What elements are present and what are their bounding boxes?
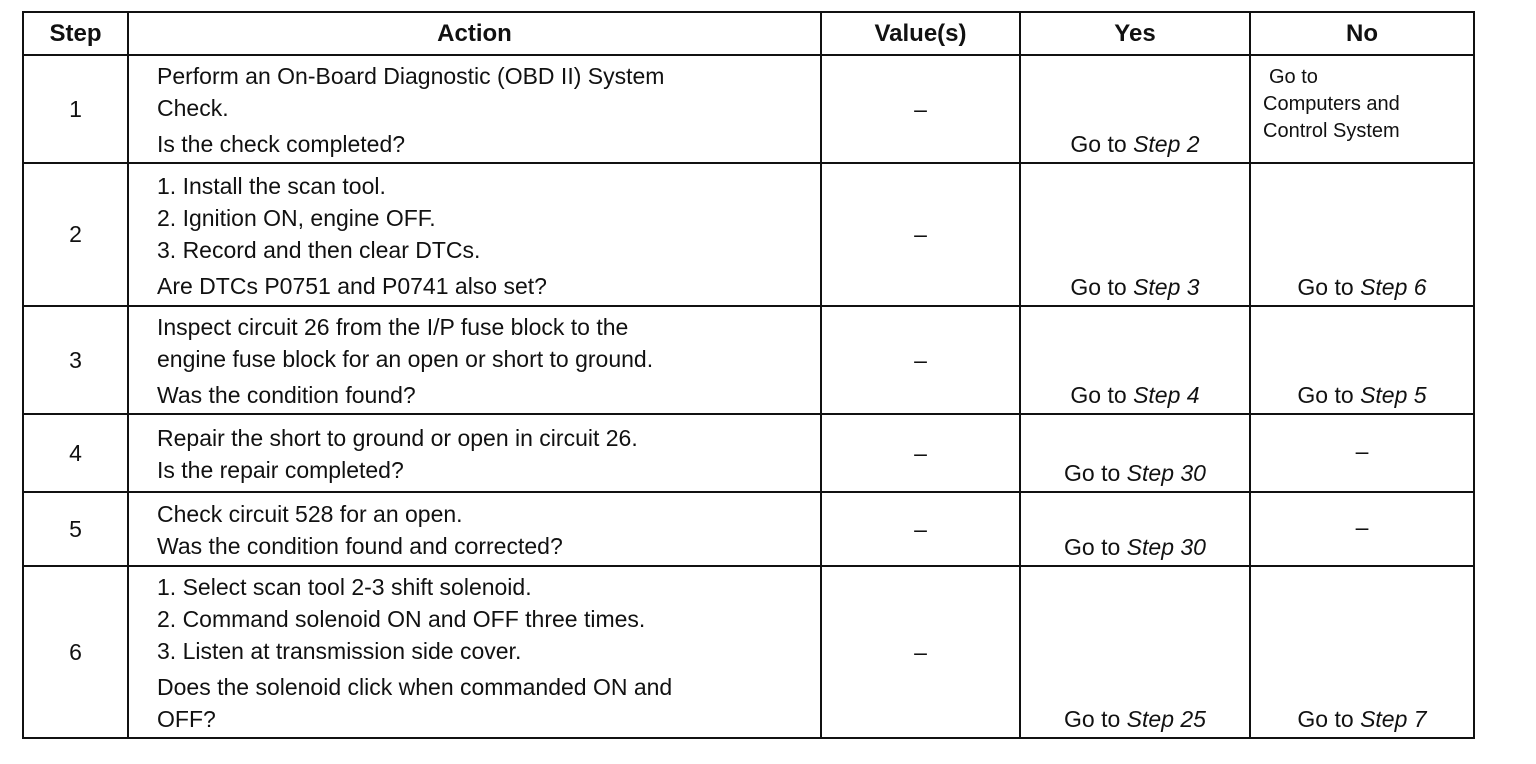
action-line: Repair the short to ground or open in circuit 26.: [157, 425, 638, 451]
action-line: OFF?: [157, 706, 216, 732]
action-line: Is the repair completed?: [157, 457, 404, 483]
no-goto: [1297, 706, 1426, 732]
action-line: 3. Record and then clear DTCs.: [157, 236, 481, 263]
table-row: [23, 414, 1474, 492]
header-row: [23, 12, 1474, 55]
no-line: Go to: [1269, 66, 1318, 88]
goto-prefix: Go to: [1297, 706, 1354, 732]
goto-prefix: Go to: [1064, 534, 1121, 560]
goto-step: Step 25: [1126, 706, 1206, 732]
action-cell: [128, 492, 821, 566]
header-yes: Yes: [1020, 12, 1250, 55]
table-row: [23, 566, 1474, 738]
goto-step: Step 4: [1133, 382, 1200, 408]
goto-prefix: Go to: [1297, 274, 1354, 300]
goto-prefix: Go to: [1070, 131, 1127, 157]
action-line: 2. Ignition ON, engine OFF.: [157, 204, 436, 231]
goto-prefix: Go to: [1297, 382, 1354, 408]
value-cell: –: [821, 163, 1020, 306]
action-line: 3. Listen at transmission side cover.: [157, 638, 522, 664]
action-cell: [128, 163, 821, 306]
action-line: Inspect circuit 26 from the I/P fuse block to the: [157, 314, 629, 340]
step-number: 2: [23, 163, 128, 306]
action-cell: [128, 306, 821, 414]
goto-prefix: Go to: [1064, 706, 1121, 732]
value-cell: –: [821, 492, 1020, 566]
goto-prefix: Go to: [1064, 460, 1121, 486]
yes-cell: [1020, 566, 1250, 738]
action-line: 1. Select scan tool 2-3 shift solenoid.: [157, 574, 532, 600]
yes-cell: [1020, 163, 1250, 306]
yes-goto: [1070, 131, 1199, 157]
goto-step: Step 5: [1360, 382, 1427, 408]
value-cell: –: [821, 55, 1020, 163]
action-line: 1. Install the scan tool.: [157, 172, 386, 199]
action-line: Are DTCs P0751 and P0741 also set?: [157, 272, 547, 299]
yes-cell: [1020, 55, 1250, 163]
yes-goto: [1070, 274, 1199, 300]
step-number: 3: [23, 306, 128, 414]
no-cell: [1250, 163, 1474, 306]
goto-step: Step 2: [1133, 131, 1200, 157]
yes-cell: [1020, 306, 1250, 414]
yes-goto: [1064, 460, 1206, 486]
goto-prefix: Go to: [1070, 274, 1127, 300]
no-cell: [1250, 566, 1474, 738]
table-row: [23, 492, 1474, 566]
no-goto: [1297, 274, 1426, 300]
yes-goto: [1070, 382, 1199, 408]
yes-cell: [1020, 492, 1250, 566]
action-line: 2. Command solenoid ON and OFF three times.: [157, 606, 646, 632]
action-line: engine fuse block for an open or short to ground.: [157, 346, 654, 372]
no-cell: –: [1250, 492, 1474, 566]
yes-cell: [1020, 414, 1250, 492]
value-cell: –: [821, 566, 1020, 738]
step-number: 4: [23, 414, 128, 492]
action-cell: [128, 55, 821, 163]
header-values: Value(s): [821, 12, 1020, 55]
action-cell: [128, 414, 821, 492]
action-line: Check circuit 528 for an open.: [157, 501, 463, 527]
step-number: 1: [23, 55, 128, 163]
no-line: Computers and: [1263, 93, 1400, 115]
action-line: Perform an On-Board Diagnostic (OBD II) System: [157, 63, 665, 89]
diagnostic-table: [22, 11, 1475, 739]
table-row: [23, 163, 1474, 306]
value-cell: –: [821, 306, 1020, 414]
goto-prefix: Go to: [1070, 382, 1127, 408]
table-row: [23, 306, 1474, 414]
goto-step: Step 7: [1360, 706, 1427, 732]
action-line: Was the condition found and corrected?: [157, 533, 563, 559]
header-no: No: [1250, 12, 1474, 55]
no-goto: [1297, 382, 1426, 408]
goto-step: Step 30: [1126, 534, 1206, 560]
action-line: Was the condition found?: [157, 382, 416, 408]
header-action: Action: [128, 12, 821, 55]
no-cell: [1250, 306, 1474, 414]
action-cell: [128, 566, 821, 738]
action-line: Is the check completed?: [157, 131, 406, 157]
goto-step: Step 30: [1126, 460, 1206, 486]
no-cell: [1250, 55, 1474, 163]
table-row: [23, 55, 1474, 163]
header-step: Step: [23, 12, 128, 55]
action-line: Check.: [157, 95, 229, 121]
goto-step: Step 6: [1360, 274, 1427, 300]
goto-step: Step 3: [1133, 274, 1200, 300]
yes-goto: [1064, 706, 1206, 732]
no-cell: –: [1250, 414, 1474, 492]
step-number: 5: [23, 492, 128, 566]
action-line: Does the solenoid click when commanded ON and: [157, 674, 673, 700]
no-line: Control System: [1263, 120, 1400, 142]
value-cell: –: [821, 414, 1020, 492]
yes-goto: [1064, 534, 1206, 560]
step-number: 6: [23, 566, 128, 738]
